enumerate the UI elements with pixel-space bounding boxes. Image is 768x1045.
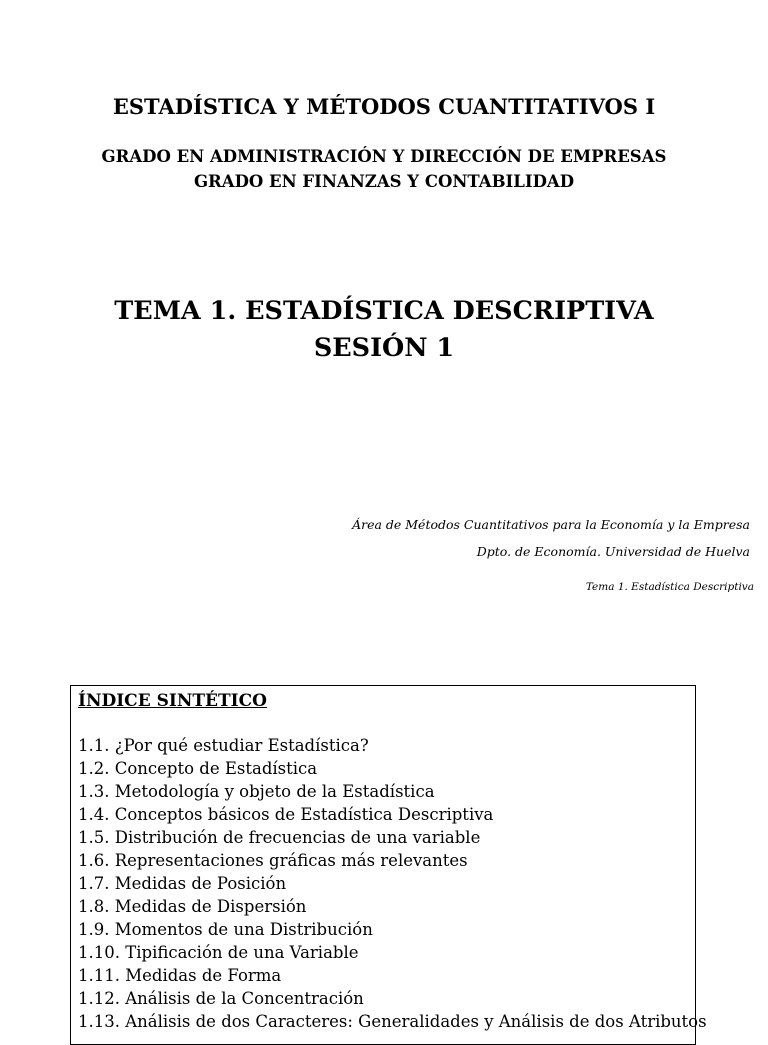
index-item: 1.9. Momentos de una Distribución (78, 920, 373, 939)
degree-title-fico: GRADO EN FINANZAS Y CONTABILIDAD (193, 172, 575, 191)
index-item: 1.12. Análisis de la Concentración (78, 989, 364, 1008)
index-item: 1.13. Análisis de dos Caracteres: Generalidades y Análisis de dos Atributos (78, 1012, 707, 1031)
index-item: 1.11. Medidas de Forma (78, 966, 282, 985)
index-heading: ÍNDICE SINTÉTICO (78, 691, 267, 711)
index-item: 1.4. Conceptos básicos de Estadística Descriptiva (78, 805, 494, 824)
session-title: SESIÓN 1 (313, 333, 455, 363)
index-item: 1.2. Concepto de Estadística (78, 759, 318, 778)
affiliation-area: Área de Métodos Cuantitativos para la Economía y la Empresa (352, 517, 750, 532)
running-header: Tema 1. Estadística Descriptiva (585, 581, 754, 593)
index-item: 1.1. ¿Por qué estudiar Estadística? (78, 736, 369, 755)
index-item: 1.7. Medidas de Posición (78, 874, 287, 893)
degree-title-ade: GRADO EN ADMINISTRACIÓN Y DIRECCIÓN DE EMPRESAS (101, 147, 667, 166)
index-item: 1.3. Metodología y objeto de la Estadística (78, 782, 435, 801)
index-list (78, 734, 707, 1033)
page-title: ESTADÍSTICA Y MÉTODOS CUANTITATIVOS I (112, 94, 656, 119)
index-item: 1.5. Distribución de frecuencias de una variable (78, 828, 481, 847)
topic-title: TEMA 1. ESTADÍSTICA DESCRIPTIVA (114, 296, 654, 326)
affiliation-department: Dpto. de Economía. Universidad de Huelva (476, 544, 750, 559)
index-box (70, 685, 707, 1045)
index-item: 1.10. Tipificación de una Variable (78, 943, 359, 962)
index-item: 1.6. Representaciones gráficas más relevantes (78, 851, 468, 870)
index-item: 1.8. Medidas de Dispersión (78, 897, 307, 916)
